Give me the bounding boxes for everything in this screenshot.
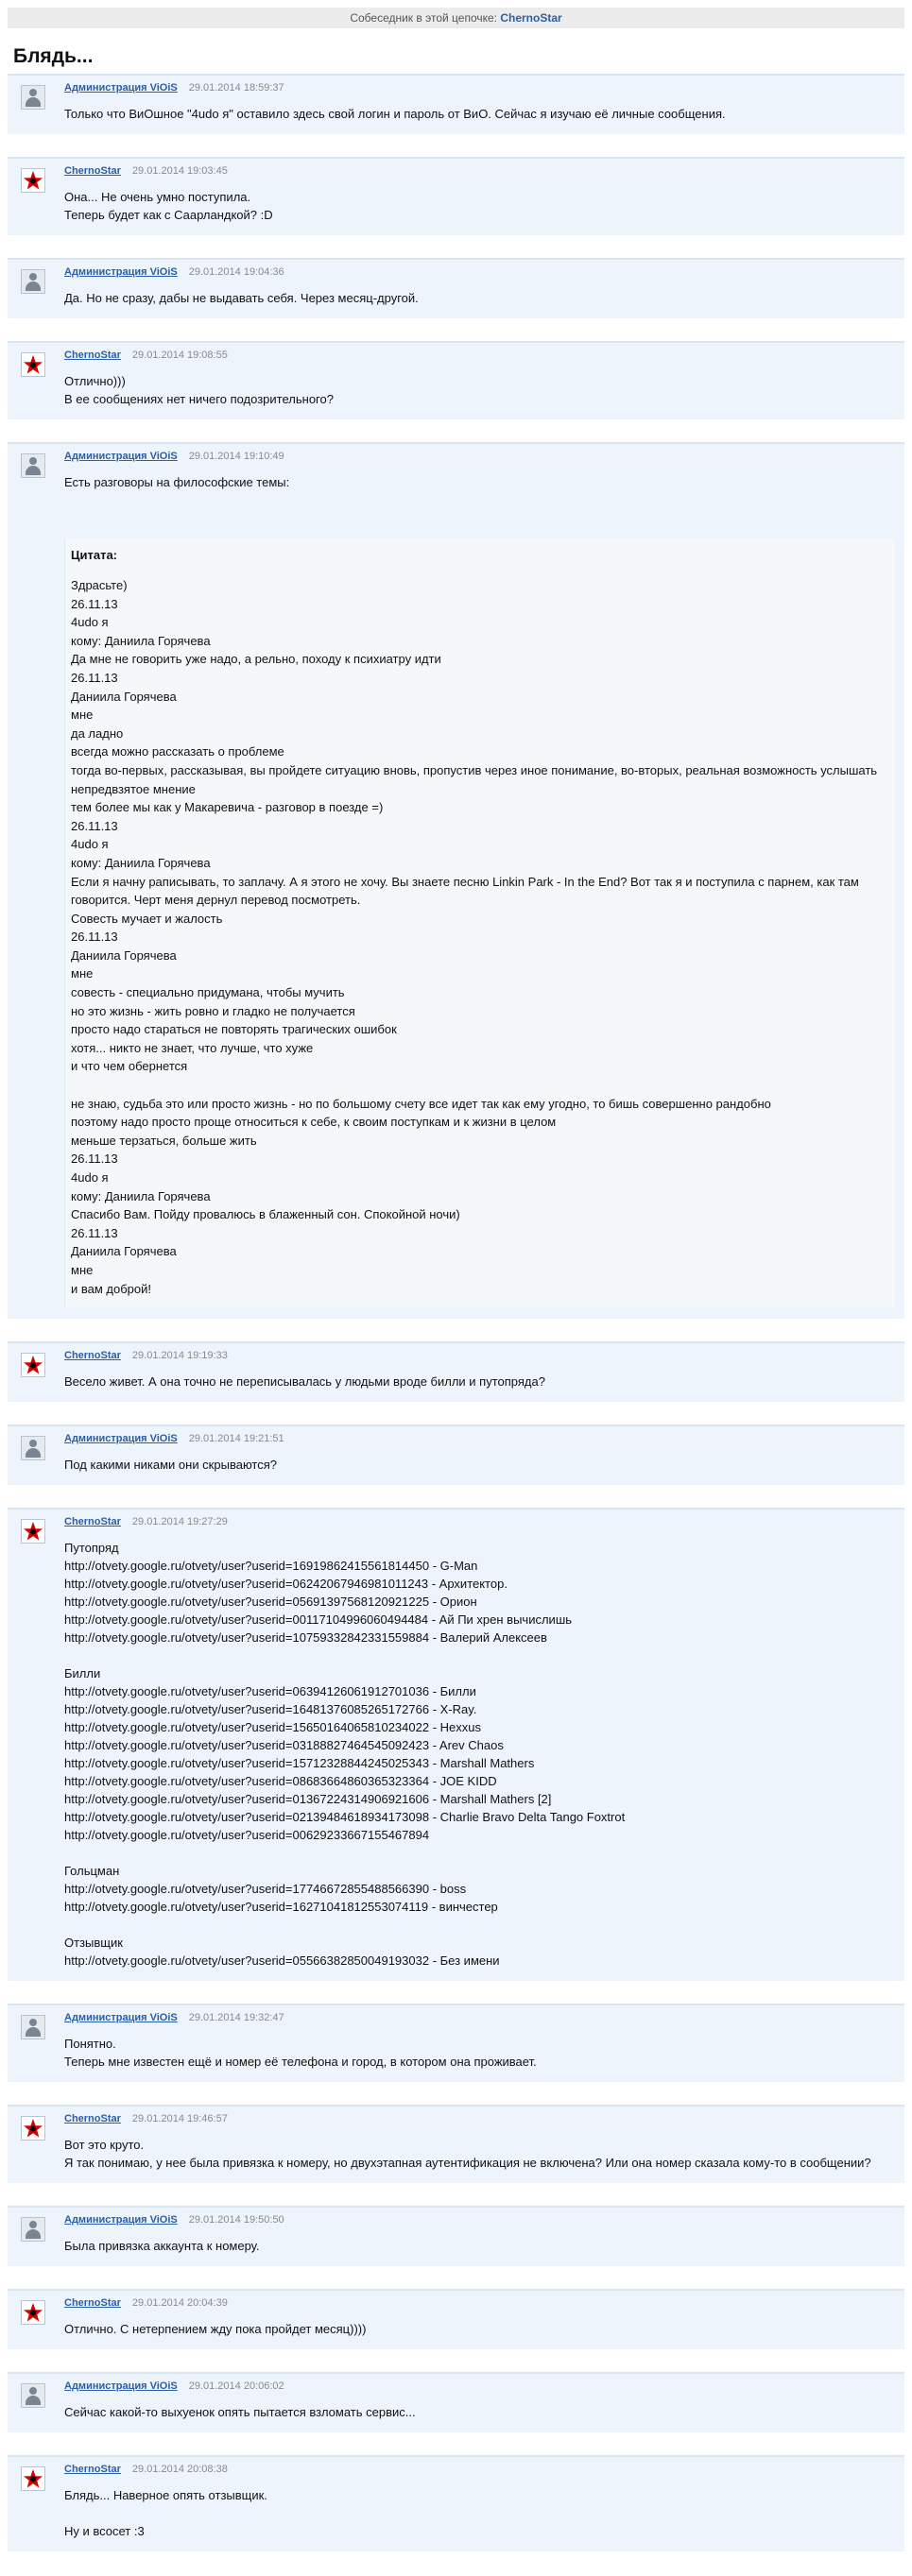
message-meta <box>64 2297 895 2309</box>
message-date: 29.01.2014 19:19:33 <box>131 1350 228 1362</box>
message-author-link[interactable]: ChernoStar <box>64 2297 121 2310</box>
message <box>8 2289 904 2349</box>
message-text: Есть разговоры на философские темы: <box>64 475 290 489</box>
quote-line: Если я начну раписывать, то заплачу. А я этого не хочу. Вы знаете песню Linkin Park - In the End? Вот так я и поступила с парнем, как там говорится. Черт меня дернул перевод посмотреть. <box>71 874 859 908</box>
quote-line: Даниила Горячева <box>71 689 177 704</box>
message-text: Отлично. С нетерпением жду пока пройдет месяц)))) <box>64 2322 367 2337</box>
quote-line: Даниила Горячева <box>71 947 177 963</box>
message-meta <box>64 2113 895 2124</box>
quote-line: кому: Даниила Горячева <box>71 1188 211 1203</box>
quote-line: тогда во-первых, рассказывая, вы пройдете ситуацию вновь, пропустив через иное понимание, во-вторых, реальная возможность услышать непредвзятое мнение <box>71 762 878 796</box>
conversation-partner-link[interactable]: ChernoStar <box>500 11 562 25</box>
message <box>8 74 904 134</box>
red-star-avatar-icon[interactable] <box>21 1519 45 1544</box>
message <box>8 341 904 419</box>
quote-line: мне <box>71 708 94 723</box>
message-meta <box>64 82 895 94</box>
message-meta <box>64 165 895 177</box>
message-date: 29.01.2014 19:03:45 <box>131 165 228 177</box>
message-meta <box>64 350 895 361</box>
quote-line: просто надо стараться не повторять трагических ошибок <box>71 1022 397 1037</box>
message-text: Да. Но не сразу, дабы не выдавать себя. Через месяц-другой. <box>64 291 419 305</box>
quote-line: поэтому надо просто проще относиться к себе, к своим поступкам и к жизни в целом <box>71 1115 557 1130</box>
quote-line: хотя... никто не знает, что лучше, что хуже <box>71 1040 314 1055</box>
message <box>8 157 904 235</box>
quote-line: Здрасьте) <box>71 578 128 592</box>
message-thread <box>8 74 904 2551</box>
quote-line: Совесть мучает и жалость <box>71 911 223 926</box>
quote-line: мне <box>71 1262 94 1277</box>
quote-block <box>64 538 895 1307</box>
quote-line: кому: Даниила Горячева <box>71 855 211 870</box>
quote-line: 4udo я <box>71 615 109 630</box>
message-meta <box>64 1516 895 1527</box>
quote-line: 26.11.13 <box>71 1152 118 1167</box>
quote-line: но это жизнь - жить ровно и гладко не получается <box>71 1003 355 1018</box>
quote-line: меньше терзаться, больше жить <box>71 1133 257 1148</box>
default-user-avatar-icon[interactable] <box>21 85 45 110</box>
red-star-avatar-icon[interactable] <box>21 352 45 377</box>
message <box>8 1341 904 1402</box>
red-star-avatar-icon[interactable] <box>21 2466 45 2491</box>
red-star-avatar-icon[interactable] <box>21 2300 45 2325</box>
quote-line: 4udo я <box>71 837 109 852</box>
message-text: Сейчас какой-то выхуенок опять пытается взломать сервис... <box>64 2405 416 2420</box>
default-user-avatar-icon[interactable] <box>21 1436 45 1460</box>
message-author-link[interactable]: Администрация ViOiS <box>64 266 178 278</box>
message <box>8 2206 904 2266</box>
message-meta <box>64 2214 895 2226</box>
message-author-link[interactable]: Администрация ViOiS <box>64 2012 178 2024</box>
message-date: 29.01.2014 19:10:49 <box>188 451 284 462</box>
quote-line: мне <box>71 966 94 981</box>
quote-line: 26.11.13 <box>71 596 118 611</box>
message <box>8 2372 904 2432</box>
message <box>8 2105 904 2183</box>
conversation-header <box>8 8 904 28</box>
message-author-link[interactable]: ChernoStar <box>64 2464 121 2476</box>
message-text: Блядь... Наверное опять отзывщик. Ну и всосет :3 <box>64 2488 267 2539</box>
message-meta <box>64 266 895 278</box>
message-date: 29.01.2014 19:46:57 <box>131 2113 228 2125</box>
red-star-avatar-icon[interactable] <box>21 2116 45 2141</box>
message <box>8 2004 904 2082</box>
red-star-avatar-icon[interactable] <box>21 1353 45 1377</box>
message <box>8 2455 904 2551</box>
message-meta <box>64 2012 895 2023</box>
quote-line: Даниила Горячева <box>71 1244 177 1259</box>
message-text: Была привязка аккаунта к номеру. <box>64 2239 260 2254</box>
message-meta <box>64 1350 895 1361</box>
message-text: Отлично))) В ее сообщениях нет ничего подозрительного? <box>64 374 334 406</box>
message-text: Весело живет. А она точно не переписывалась у людьми вроде билли и путопряда? <box>64 1374 545 1390</box>
quote-line: да ладно <box>71 725 124 741</box>
message-author-link[interactable]: Администрация ViOiS <box>64 451 178 462</box>
message-text: Только что ВиОшное "4udo я" оставило здесь свой логин и пароль от ВиО. Сейчас я изучаю её личные сообщения. <box>64 107 726 121</box>
message-date: 29.01.2014 19:50:50 <box>188 2214 284 2226</box>
message-text: Понятно. Теперь мне известен ещё и номер её телефона и город, в котором она проживает. <box>64 2037 537 2070</box>
quote-line: 26.11.13 <box>71 818 118 833</box>
message-meta <box>64 451 895 462</box>
quote-line: и что чем обернется <box>71 1059 188 1074</box>
message-date: 29.01.2014 20:04:39 <box>131 2297 228 2310</box>
page-title: Блядь... <box>13 45 94 67</box>
message-date: 29.01.2014 20:08:38 <box>131 2464 228 2476</box>
quote-body <box>71 576 889 1298</box>
quote-line: совесть - специально придумана, чтобы мучить <box>71 985 345 1000</box>
quote-line: 4udo я <box>71 1170 109 1185</box>
quote-line: не знаю, судьба это или просто жизнь - но по большому счету все идет так как ему угодно, то бишь совершенно рандобно <box>71 1096 771 1111</box>
conversation-partner-label: Собеседник в этой цепочке: <box>350 11 497 25</box>
message-date: 29.01.2014 19:08:55 <box>131 350 228 361</box>
quote-line: 26.11.13 <box>71 930 118 945</box>
default-user-avatar-icon[interactable] <box>21 453 45 478</box>
message-date: 29.01.2014 18:59:37 <box>188 82 284 94</box>
message-author-link[interactable]: ChernoStar <box>64 165 121 177</box>
quote-line <box>71 1076 889 1095</box>
message <box>8 1424 904 1485</box>
message <box>8 442 904 1319</box>
quote-line: тем более мы как у Макаревича - разговор в поезде =) <box>71 800 384 815</box>
message-author-link[interactable]: ChernoStar <box>64 2113 121 2125</box>
quote-title: Цитата: <box>71 548 118 562</box>
red-star-avatar-icon[interactable] <box>21 168 45 193</box>
message <box>8 1508 904 1981</box>
default-user-avatar-icon[interactable] <box>21 2217 45 2242</box>
message-text: Путопряд http://otvety.google.ru/otvety/user?userid=16919862415561814450 - G-Man http://otvety.google.ru/otvety/user?userid=06242067946981011243 - Архитектор. http://otvety.google.ru/otvety/user?userid=05691397568120921225 - Орион http://otvety.google.ru/otvety/user?userid=00117104996060494484 - Ай Пи хрен вычислишь http://otvety.google.ru/otvety/user?userid=10759332842331559884 - Валерий Алексеев Билли http://otvety.google.ru/otvety/user?userid=06394126061912701036 - Билли http://otvety.google.ru/otvety/user?userid=16481376085265172766 - X-Ray. http://otvety.google.ru/otvety/user?userid=15650164065810234022 - Hexxus http://otvety.google.ru/otvety/user?userid=03188827464545092423 - Arev Chaos http://otvety.google.ru/otvety/user?userid=15712328844245025343 - Marshall Mathers http://otvety.google.ru/otvety/user?userid=08683664860365323364 - JOE KIDD http://otvety.google.ru/otvety/user?userid=01367224314906921606 - Marshall Mathers [2] http://otvety.google.ru/otvety/user?userid=02139484618934173098 - Charlie Bravo Delta Tango Foxtrot http://otvety.google.ru/otvety/user?userid=00629233667155467894 Гольцман http://otvety.google.ru/otvety/user?userid=17746672855488566390 - boss http://otvety.google.ru/otvety/user?userid=16271041812553074119 - винчестер Отзывщик http://otvety.google.ru/otvety/user?userid=05566382850049193032 - Без имени <box>64 1541 626 1969</box>
quote-line: 26.11.13 <box>71 670 118 685</box>
message-text: Она... Не очень умно поступила. Теперь будет как с Саарландкой? :D <box>64 190 273 222</box>
default-user-avatar-icon[interactable] <box>21 2383 45 2408</box>
message-text: Вот это круто. Я так понимаю, у нее была привязка к номеру, но двухэтапная аутентификация не включена? Или она номер сказала кому-то в сообщении? <box>64 2138 871 2171</box>
quote-line: кому: Даниила Горячева <box>71 633 211 648</box>
message-date: 29.01.2014 19:21:51 <box>188 1433 284 1445</box>
message-author-link[interactable]: ChernoStar <box>64 1516 121 1528</box>
quote-line: и вам доброй! <box>71 1281 152 1296</box>
default-user-avatar-icon[interactable] <box>21 2015 45 2039</box>
message-date: 29.01.2014 19:27:29 <box>131 1516 228 1528</box>
message-author-link[interactable]: Администрация ViOiS <box>64 82 178 94</box>
message-meta <box>64 2464 895 2475</box>
default-user-avatar-icon[interactable] <box>21 269 45 294</box>
quote-line: Да мне не говорить уже надо, а рельно, походу к психиатру идти <box>71 652 441 667</box>
message-author-link[interactable]: Администрация ViOiS <box>64 1433 178 1445</box>
message-date: 29.01.2014 19:32:47 <box>188 2012 284 2024</box>
quote-line: всегда можно рассказать о проблеме <box>71 744 284 759</box>
message-meta <box>64 2380 895 2392</box>
message-meta <box>64 1433 895 1444</box>
message-date: 29.01.2014 19:04:36 <box>188 266 284 278</box>
message <box>8 258 904 318</box>
quote-line: 26.11.13 <box>71 1225 118 1240</box>
message-author-link[interactable]: ChernoStar <box>64 1350 121 1362</box>
message-author-link[interactable]: ChernoStar <box>64 350 121 361</box>
message-author-link[interactable]: Администрация ViOiS <box>64 2380 178 2393</box>
message-date: 29.01.2014 20:06:02 <box>188 2380 284 2393</box>
message-author-link[interactable]: Администрация ViOiS <box>64 2214 178 2226</box>
message-text: Под какими никами они скрываются? <box>64 1458 277 1473</box>
quote-line: Спасибо Вам. Пойду провалюсь в блаженный сон. Спокойной ночи) <box>71 1207 460 1222</box>
